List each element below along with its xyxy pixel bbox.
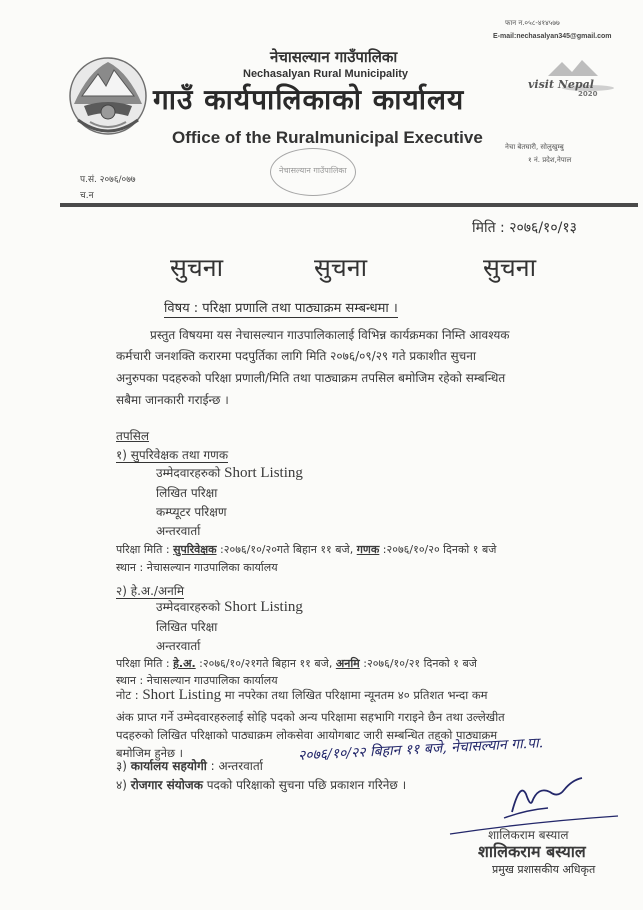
post-name: गणक — [356, 543, 380, 556]
post-name: सुपरिवेक्षक — [173, 543, 217, 556]
item4-line — [116, 776, 406, 794]
municipality-name-en: Nechasalyan Rural Municipality — [243, 68, 409, 80]
exam-date-label: परिक्षा मिति : — [116, 657, 174, 670]
exam-date-value: :२०७६/१०/२१गते बिहान ११ बजे, — [195, 657, 336, 670]
dispatch-number: च.न — [80, 191, 94, 201]
intro-line-4: सबैमा जानकारी गराईन्छ । — [116, 393, 229, 407]
notice-heading-3: सुचना — [483, 253, 537, 282]
phone-number: फान न.०५८-४१४५७७ — [505, 19, 560, 27]
section2-venue: स्थान : नेचासल्यान गाउपालिका कार्यालय — [116, 674, 278, 687]
item-text: : अन्तरवार्ता — [206, 759, 263, 773]
note-line-4: बमोजिम हुनेछ । — [116, 746, 184, 760]
signatory-designation: प्रमुख प्रशासकीय अधिकृत — [492, 863, 596, 876]
handwritten-interview-date: २०७६/१०/२२ बिहान ११ बजे, नेचासल्यान गा.पा. — [297, 735, 544, 764]
intro-line-1: प्रस्तुत विषयमा यस नेचासल्यान गाउपालिकालाई विभिन्न कार्यक्रमका निम्ति आवश्यक — [150, 328, 510, 342]
note-prefix: नोट : — [116, 688, 143, 702]
section1-exam-date — [116, 541, 496, 559]
section1-step: अन्तरवार्ता — [156, 524, 201, 538]
note-short-listing: Short Listing — [142, 687, 222, 703]
note-line-2: अंक प्राप्त गर्ने उम्मेदवारहरुलाई सोहि पदको अन्य परिक्षामा सहभागि गराइने छैन तथा उल्लेखीत — [116, 710, 505, 724]
nepal-emblem-icon — [68, 52, 148, 140]
item-number: ४) — [116, 778, 131, 792]
intro-line-2: कर्मचारी जनशक्ति करारमा पदपुर्तिका लागि मिति २०७६/०९/२९ गते प्रकाशीत सुचना — [116, 349, 476, 363]
visit-nepal-text: visit Nepal — [528, 78, 594, 91]
email-address: E-mail:nechasalyan345@gmail.com — [493, 33, 612, 40]
municipality-name-np: नेचासल्यान गाउँपालिका — [270, 48, 398, 66]
section1-step: कम्प्यूटर परिक्षण — [156, 505, 227, 519]
note-text: मा नपरेका तथा लिखित परिक्षामा न्यूनतम ४० प्रतिशत भन्दा कम — [221, 688, 488, 702]
section2-exam-date — [116, 655, 477, 673]
post-name: कार्यालय सहयोगी — [130, 759, 207, 773]
signatory-name-stamp: शालिकराम बस्याल — [478, 842, 586, 861]
notice-heading-1: सुचना — [170, 253, 224, 282]
exam-date-label: परिक्षा मिति : — [116, 543, 174, 556]
item3-line — [116, 757, 263, 775]
exam-date-value: :२०७६/१०/२०गते बिहान ११ बजे, — [216, 543, 357, 556]
address-line-1: नेचा बेतघारी, सोलुखुम्बु — [505, 143, 564, 151]
subject-line: विषय : परिक्षा प्रणालि तथा पाठ्याक्रम सम्बन्धमा । — [164, 298, 398, 318]
step-label: उम्मेदवारहरुको — [156, 600, 221, 614]
notice-heading-2: सुचना — [314, 253, 368, 282]
section1-step — [156, 464, 303, 482]
stamp-text: नेचासल्यान गाउँपालिका — [279, 166, 347, 175]
step-label: उम्मेदवारहरुको — [156, 466, 221, 480]
exam-date-value: :२०७६/१०/२० दिनको १ बजे — [379, 543, 497, 556]
reference-number: प.सं. २०७६/०७७ — [80, 175, 136, 185]
section1-title — [116, 446, 228, 464]
signatory-name: शालिकराम बस्याल — [488, 828, 569, 842]
step-label-en: Short Listing — [224, 599, 303, 615]
section1-title-text: १) सुपरिवेक्षक तथा गणक — [116, 448, 229, 462]
office-title-en: Office of the Ruralmunicipal Executive — [172, 128, 483, 147]
step-label-en: Short Listing — [224, 465, 303, 481]
section2-step: अन्तरवार्ता — [156, 639, 201, 653]
section1-step: लिखित परिक्षा — [156, 486, 218, 500]
document-date: मिति : २०७६/१०/१३ — [472, 220, 577, 236]
tapasil-heading: तपसिल — [116, 429, 150, 443]
item-number: ३) — [116, 759, 131, 773]
exam-date-value: :२०७६/१०/२१ दिनको १ बजे — [359, 657, 477, 670]
section2-step — [156, 598, 303, 616]
office-stamp — [270, 148, 356, 196]
office-title-np: गाउँ कार्यपालिकाको कार्यालय — [153, 83, 465, 116]
address-line-2: १ नं. प्रदेश,नेपाल — [528, 156, 572, 164]
note-line-1 — [116, 686, 488, 704]
header-divider — [60, 203, 638, 207]
section2-step: लिखित परिक्षा — [156, 620, 218, 634]
post-name: रोजगार संयोजक — [130, 778, 203, 792]
post-name: हे.अ. — [173, 657, 196, 670]
note-line-3: पदहरुको लिखित परिक्षाको पाठ्याक्रम लोकसेवा आयोगबाट जारी सम्बन्धित तहको पाठ्याक्रम — [116, 728, 498, 742]
visit-nepal-year: 2020 — [578, 90, 598, 98]
section1-venue: स्थान : नेचासल्यान गाउपालिका कार्यालय — [116, 561, 278, 574]
intro-line-3: अनुरुपका पदहरुको परिक्षा प्रणाली/मिति तथा पाठ्याक्रम तपसिल बमोजिम रहेको सम्बन्धित — [116, 371, 506, 385]
item-text: पदको परिक्षाको सुचना पछि प्रकाशन गरिनेछ । — [202, 778, 407, 792]
section2-title-text: २) हे.अ./अनमि — [116, 584, 185, 598]
post-name: अनमि — [335, 657, 360, 670]
visit-nepal-logo — [528, 58, 618, 98]
